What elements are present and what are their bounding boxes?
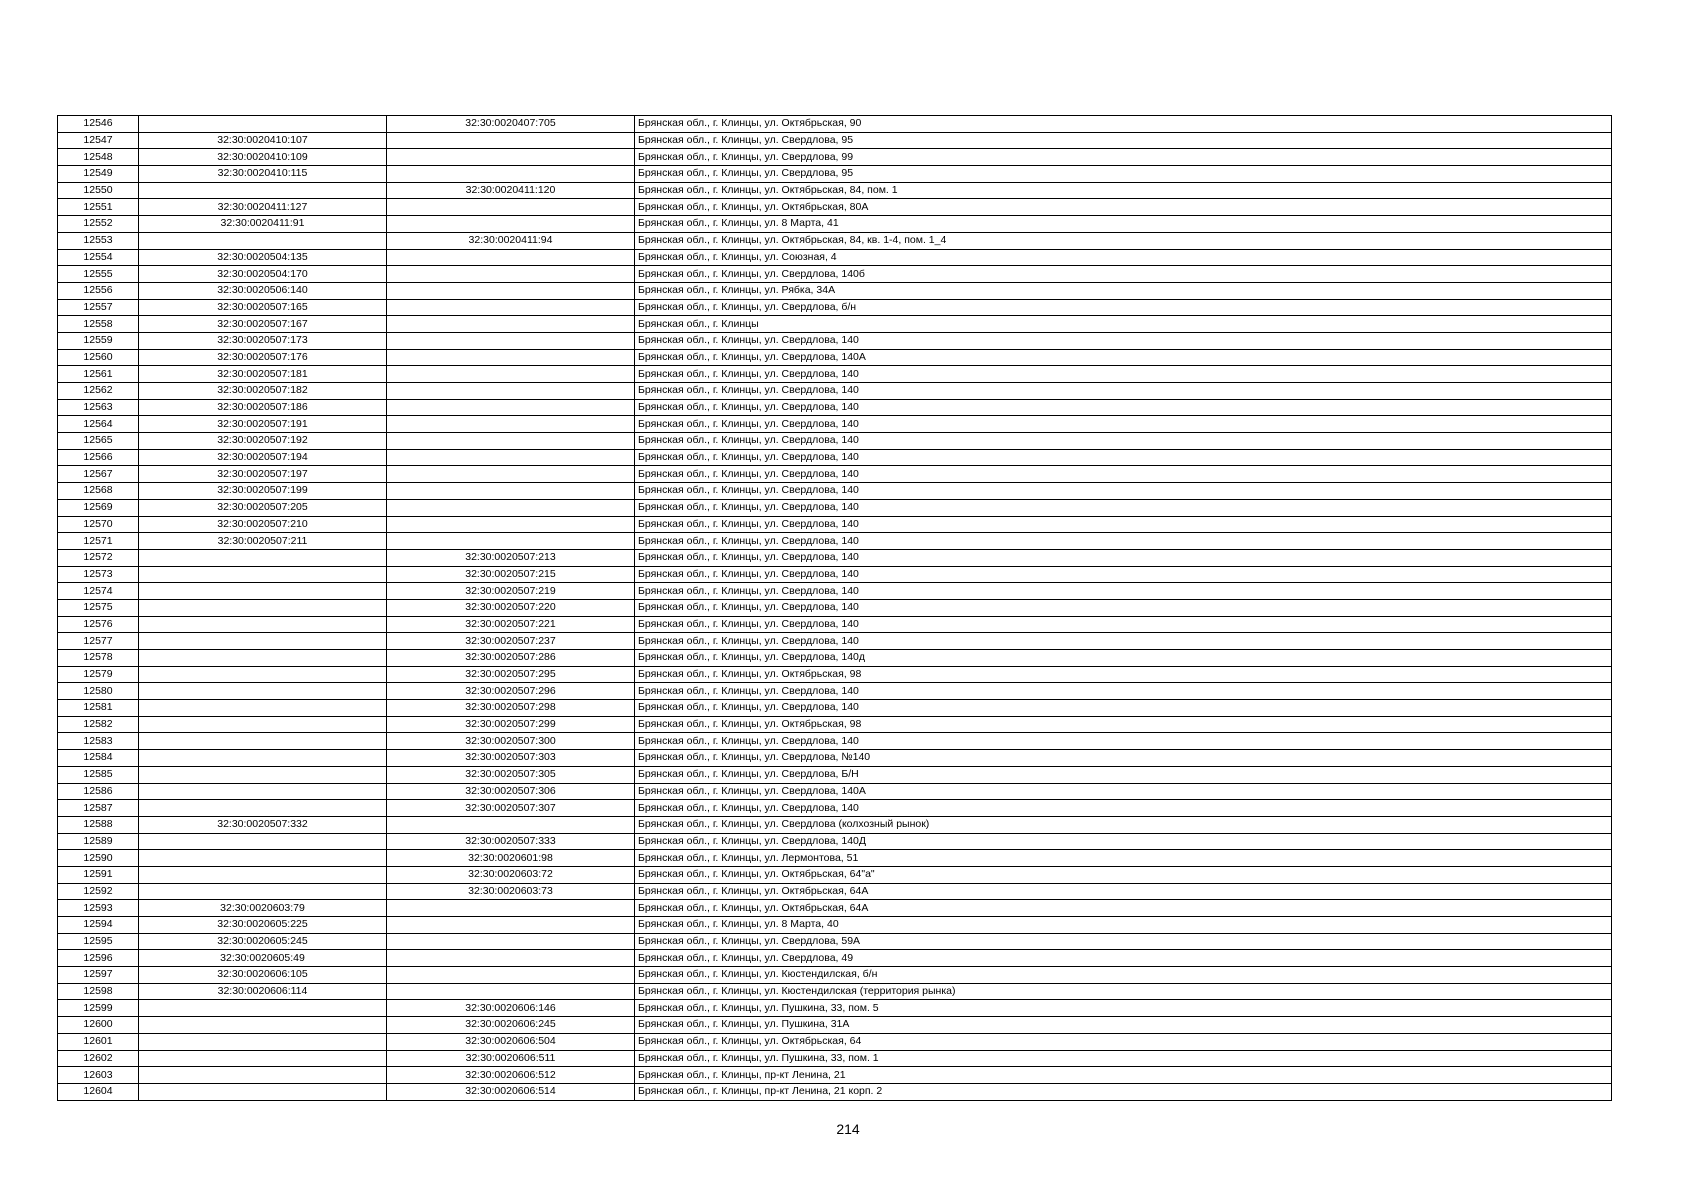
table-row (58, 850, 1612, 867)
table-row (58, 1050, 1612, 1067)
address-cell: Брянская обл., г. Клинцы, ул. Свердлова, 140 (635, 399, 1612, 416)
address-cell: Брянская обл., г. Клинцы, ул. Октябрьская, 84, пом. 1 (635, 182, 1612, 199)
address-cell: Брянская обл., г. Клинцы, ул. Свердлова, 140 (635, 332, 1612, 349)
building-cadastral-number-cell: 32:30:0020507:306 (387, 783, 635, 800)
table-row (58, 116, 1612, 133)
building-cadastral-number-cell: 32:30:0020507:219 (387, 583, 635, 600)
row-number-cell: 12594 (58, 917, 139, 934)
table-row (58, 566, 1612, 583)
land-cadastral-number-cell: 32:30:0020504:170 (139, 266, 387, 283)
row-number-cell: 12600 (58, 1017, 139, 1034)
building-cadastral-number-cell (387, 516, 635, 533)
row-number-cell: 12576 (58, 616, 139, 633)
land-cadastral-number-cell: 32:30:0020507:167 (139, 316, 387, 333)
row-number-cell: 12569 (58, 499, 139, 516)
building-cadastral-number-cell (387, 499, 635, 516)
land-cadastral-number-cell: 32:30:0020605:245 (139, 933, 387, 950)
address-cell: Брянская обл., г. Клинцы, ул. Свердлова, 140 (635, 499, 1612, 516)
table-row (58, 1000, 1612, 1017)
table-row (58, 366, 1612, 383)
table-row (58, 499, 1612, 516)
land-cadastral-number-cell: 32:30:0020507:205 (139, 499, 387, 516)
address-cell: Брянская обл., г. Клинцы, ул. 8 Марта, 41 (635, 216, 1612, 233)
land-cadastral-number-cell (139, 599, 387, 616)
land-cadastral-number-cell (139, 766, 387, 783)
address-cell: Брянская обл., г. Клинцы, ул. Свердлова, 140б (635, 266, 1612, 283)
land-cadastral-number-cell: 32:30:0020507:173 (139, 332, 387, 349)
table-row (58, 249, 1612, 266)
address-cell: Брянская обл., г. Клинцы, ул. Свердлова, 140д (635, 650, 1612, 667)
row-number-cell: 12566 (58, 449, 139, 466)
land-cadastral-number-cell: 32:30:0020507:199 (139, 483, 387, 500)
land-cadastral-number-cell (139, 232, 387, 249)
table-row (58, 800, 1612, 817)
address-cell: Брянская обл., г. Клинцы, ул. Октябрьская, 84, кв. 1-4, пом. 1_4 (635, 232, 1612, 249)
row-number-cell: 12592 (58, 883, 139, 900)
address-cell: Брянская обл., г. Клинцы, ул. Свердлова, 140 (635, 583, 1612, 600)
table-row (58, 766, 1612, 783)
building-cadastral-number-cell: 32:30:0020606:504 (387, 1033, 635, 1050)
address-cell: Брянская обл., г. Клинцы, ул. Свердлова, 140 (635, 616, 1612, 633)
building-cadastral-number-cell (387, 299, 635, 316)
land-cadastral-number-cell (139, 116, 387, 133)
land-cadastral-number-cell (139, 1017, 387, 1034)
table-row (58, 983, 1612, 1000)
table-row (58, 933, 1612, 950)
building-cadastral-number-cell: 32:30:0020507:305 (387, 766, 635, 783)
row-number-cell: 12574 (58, 583, 139, 600)
building-cadastral-number-cell (387, 332, 635, 349)
land-cadastral-number-cell: 32:30:0020507:194 (139, 449, 387, 466)
table-row (58, 716, 1612, 733)
building-cadastral-number-cell: 32:30:0020601:98 (387, 850, 635, 867)
land-cadastral-number-cell (139, 683, 387, 700)
land-cadastral-number-cell: 32:30:0020507:197 (139, 466, 387, 483)
building-cadastral-number-cell: 32:30:0020606:514 (387, 1083, 635, 1100)
building-cadastral-number-cell: 32:30:0020507:215 (387, 566, 635, 583)
table-row (58, 967, 1612, 984)
table-row (58, 349, 1612, 366)
table-row (58, 733, 1612, 750)
table-row (58, 1017, 1612, 1034)
building-cadastral-number-cell (387, 349, 635, 366)
table-row (58, 232, 1612, 249)
address-cell: Брянская обл., г. Клинцы (635, 316, 1612, 333)
row-number-cell: 12556 (58, 282, 139, 299)
building-cadastral-number-cell: 32:30:0020606:511 (387, 1050, 635, 1067)
row-number-cell: 12547 (58, 132, 139, 149)
row-number-cell: 12582 (58, 716, 139, 733)
building-cadastral-number-cell (387, 416, 635, 433)
row-number-cell: 12558 (58, 316, 139, 333)
row-number-cell: 12581 (58, 700, 139, 717)
address-cell: Брянская обл., г. Клинцы, ул. Союзная, 4 (635, 249, 1612, 266)
table-row (58, 633, 1612, 650)
land-cadastral-number-cell (139, 650, 387, 667)
address-cell: Брянская обл., г. Клинцы, ул. Свердлова, 140 (635, 566, 1612, 583)
building-cadastral-number-cell (387, 199, 635, 216)
land-cadastral-number-cell (139, 783, 387, 800)
row-number-cell: 12598 (58, 983, 139, 1000)
row-number-cell: 12554 (58, 249, 139, 266)
table-row (58, 917, 1612, 934)
land-cadastral-number-cell (139, 750, 387, 767)
row-number-cell: 12561 (58, 366, 139, 383)
land-cadastral-number-cell (139, 1083, 387, 1100)
table-row (58, 332, 1612, 349)
address-cell: Брянская обл., г. Клинцы, ул. Свердлова, 59А (635, 933, 1612, 950)
address-cell: Брянская обл., г. Клинцы, ул. Свердлова, 140А (635, 783, 1612, 800)
table-row (58, 383, 1612, 400)
address-cell: Брянская обл., г. Клинцы, ул. Рябка, 34А (635, 282, 1612, 299)
row-number-cell: 12553 (58, 232, 139, 249)
row-number-cell: 12586 (58, 783, 139, 800)
land-cadastral-number-cell (139, 833, 387, 850)
address-cell: Брянская обл., г. Клинцы, ул. Октябрьская, 98 (635, 666, 1612, 683)
land-cadastral-number-cell: 32:30:0020411:91 (139, 216, 387, 233)
building-cadastral-number-cell (387, 399, 635, 416)
address-cell: Брянская обл., г. Клинцы, ул. Пушкина, 31А (635, 1017, 1612, 1034)
row-number-cell: 12575 (58, 599, 139, 616)
row-number-cell: 12578 (58, 650, 139, 667)
table-row (58, 549, 1612, 566)
table-row (58, 316, 1612, 333)
address-cell: Брянская обл., г. Клинцы, ул. Свердлова, 140 (635, 683, 1612, 700)
row-number-cell: 12577 (58, 633, 139, 650)
land-cadastral-number-cell (139, 1050, 387, 1067)
table-row (58, 266, 1612, 283)
building-cadastral-number-cell: 32:30:0020411:120 (387, 182, 635, 199)
row-number-cell: 12555 (58, 266, 139, 283)
building-cadastral-number-cell: 32:30:0020507:298 (387, 700, 635, 717)
address-cell: Брянская обл., г. Клинцы, ул. Свердлова (колхозный рынок) (635, 816, 1612, 833)
table-row (58, 1033, 1612, 1050)
building-cadastral-number-cell (387, 449, 635, 466)
land-cadastral-number-cell: 32:30:0020507:186 (139, 399, 387, 416)
table-row (58, 466, 1612, 483)
address-cell: Брянская обл., г. Клинцы, ул. Свердлова, 140 (635, 800, 1612, 817)
row-number-cell: 12550 (58, 182, 139, 199)
land-cadastral-number-cell (139, 1000, 387, 1017)
address-cell: Брянская обл., г. Клинцы, ул. Свердлова, б/н (635, 299, 1612, 316)
building-cadastral-number-cell: 32:30:0020507:221 (387, 616, 635, 633)
address-cell: Брянская обл., г. Клинцы, ул. Свердлова, 95 (635, 132, 1612, 149)
building-cadastral-number-cell: 32:30:0020407:705 (387, 116, 635, 133)
land-cadastral-number-cell: 32:30:0020605:225 (139, 917, 387, 934)
table-row (58, 1083, 1612, 1100)
address-cell: Брянская обл., г. Клинцы, ул. Свердлова, 140А (635, 349, 1612, 366)
building-cadastral-number-cell (387, 383, 635, 400)
address-cell: Брянская обл., г. Клинцы, ул. Свердлова, 140 (635, 466, 1612, 483)
address-cell: Брянская обл., г. Клинцы, ул. Пушкина, 33, пом. 1 (635, 1050, 1612, 1067)
land-cadastral-number-cell (139, 883, 387, 900)
address-cell: Брянская обл., г. Клинцы, ул. Октябрьская, 64 (635, 1033, 1612, 1050)
building-cadastral-number-cell (387, 967, 635, 984)
table-row (58, 816, 1612, 833)
building-cadastral-number-cell: 32:30:0020507:237 (387, 633, 635, 650)
address-cell: Брянская обл., г. Клинцы, ул. Свердлова, 49 (635, 950, 1612, 967)
building-cadastral-number-cell (387, 466, 635, 483)
building-cadastral-number-cell (387, 950, 635, 967)
land-cadastral-number-cell (139, 633, 387, 650)
table-row (58, 900, 1612, 917)
building-cadastral-number-cell: 32:30:0020507:299 (387, 716, 635, 733)
table-row (58, 483, 1612, 500)
address-cell: Брянская обл., г. Клинцы, ул. Кюстендилская, б/н (635, 967, 1612, 984)
address-cell: Брянская обл., г. Клинцы, ул. Пушкина, 33, пом. 5 (635, 1000, 1612, 1017)
address-cell: Брянская обл., г. Клинцы, ул. 8 Марта, 40 (635, 917, 1612, 934)
address-cell: Брянская обл., г. Клинцы, ул. Октябрьская, 64"а" (635, 866, 1612, 883)
address-cell: Брянская обл., г. Клинцы, ул. Октябрьская, 64А (635, 900, 1612, 917)
row-number-cell: 12588 (58, 816, 139, 833)
row-number-cell: 12564 (58, 416, 139, 433)
row-number-cell: 12584 (58, 750, 139, 767)
table-row (58, 866, 1612, 883)
land-cadastral-number-cell: 32:30:0020507:211 (139, 533, 387, 550)
land-cadastral-number-cell: 32:30:0020507:191 (139, 416, 387, 433)
row-number-cell: 12583 (58, 733, 139, 750)
row-number-cell: 12589 (58, 833, 139, 850)
table-row (58, 399, 1612, 416)
row-number-cell: 12572 (58, 549, 139, 566)
table-row (58, 683, 1612, 700)
address-cell: Брянская обл., г. Клинцы, ул. Свердлова, 140 (635, 383, 1612, 400)
land-cadastral-number-cell (139, 182, 387, 199)
land-cadastral-number-cell (139, 566, 387, 583)
land-cadastral-number-cell: 32:30:0020606:105 (139, 967, 387, 984)
building-cadastral-number-cell: 32:30:0020507:295 (387, 666, 635, 683)
table-row (58, 583, 1612, 600)
building-cadastral-number-cell: 32:30:0020411:94 (387, 232, 635, 249)
address-cell: Брянская обл., г. Клинцы, ул. Свердлова, 140 (635, 549, 1612, 566)
table-row (58, 166, 1612, 183)
building-cadastral-number-cell: 32:30:0020507:333 (387, 833, 635, 850)
address-cell: Брянская обл., г. Клинцы, ул. Свердлова, 140 (635, 599, 1612, 616)
building-cadastral-number-cell: 32:30:0020603:73 (387, 883, 635, 900)
land-cadastral-number-cell: 32:30:0020507:210 (139, 516, 387, 533)
table-row (58, 1067, 1612, 1084)
building-cadastral-number-cell (387, 282, 635, 299)
table-row (58, 700, 1612, 717)
table-row (58, 616, 1612, 633)
building-cadastral-number-cell (387, 249, 635, 266)
building-cadastral-number-cell (387, 933, 635, 950)
table-row (58, 833, 1612, 850)
address-cell: Брянская обл., г. Клинцы, ул. Свердлова, 140 (635, 733, 1612, 750)
land-cadastral-number-cell: 32:30:0020603:79 (139, 900, 387, 917)
building-cadastral-number-cell (387, 533, 635, 550)
row-number-cell: 12587 (58, 800, 139, 817)
address-cell: Брянская обл., г. Клинцы, ул. Свердлова, 140 (635, 433, 1612, 450)
land-cadastral-number-cell (139, 850, 387, 867)
row-number-cell: 12562 (58, 383, 139, 400)
table-row (58, 182, 1612, 199)
row-number-cell: 12601 (58, 1033, 139, 1050)
building-cadastral-number-cell (387, 149, 635, 166)
land-cadastral-number-cell: 32:30:0020411:127 (139, 199, 387, 216)
address-cell: Брянская обл., г. Клинцы, ул. Свердлова, 140 (635, 483, 1612, 500)
address-cell: Брянская обл., г. Клинцы, ул. Лермонтова, 51 (635, 850, 1612, 867)
building-cadastral-number-cell: 32:30:0020507:307 (387, 800, 635, 817)
building-cadastral-number-cell: 32:30:0020507:220 (387, 599, 635, 616)
row-number-cell: 12591 (58, 866, 139, 883)
address-cell: Брянская обл., г. Клинцы, ул. Свердлова, 140 (635, 700, 1612, 717)
row-number-cell: 12590 (58, 850, 139, 867)
land-cadastral-number-cell (139, 1067, 387, 1084)
land-cadastral-number-cell: 32:30:0020506:140 (139, 282, 387, 299)
table-row (58, 449, 1612, 466)
address-cell: Брянская обл., г. Клинцы, ул. Октябрьская, 98 (635, 716, 1612, 733)
registry-table (57, 115, 1612, 1101)
building-cadastral-number-cell (387, 433, 635, 450)
building-cadastral-number-cell: 32:30:0020507:286 (387, 650, 635, 667)
row-number-cell: 12559 (58, 332, 139, 349)
building-cadastral-number-cell: 32:30:0020507:213 (387, 549, 635, 566)
table-row (58, 416, 1612, 433)
row-number-cell: 12560 (58, 349, 139, 366)
table-row (58, 599, 1612, 616)
row-number-cell: 12571 (58, 533, 139, 550)
land-cadastral-number-cell: 32:30:0020507:181 (139, 366, 387, 383)
land-cadastral-number-cell: 32:30:0020507:165 (139, 299, 387, 316)
table-row (58, 950, 1612, 967)
table-row (58, 666, 1612, 683)
land-cadastral-number-cell (139, 800, 387, 817)
address-cell: Брянская обл., г. Клинцы, ул. Свердлова, 140 (635, 366, 1612, 383)
row-number-cell: 12565 (58, 433, 139, 450)
table-row (58, 533, 1612, 550)
building-cadastral-number-cell: 32:30:0020507:300 (387, 733, 635, 750)
land-cadastral-number-cell: 32:30:0020507:332 (139, 816, 387, 833)
land-cadastral-number-cell (139, 700, 387, 717)
land-cadastral-number-cell (139, 716, 387, 733)
row-number-cell: 12557 (58, 299, 139, 316)
address-cell: Брянская обл., г. Клинцы, ул. Свердлова, №140 (635, 750, 1612, 767)
land-cadastral-number-cell: 32:30:0020504:135 (139, 249, 387, 266)
page-number: 214 (836, 1121, 860, 1137)
table-row (58, 299, 1612, 316)
land-cadastral-number-cell (139, 866, 387, 883)
address-cell: Брянская обл., г. Клинцы, ул. Свердлова, 140 (635, 416, 1612, 433)
row-number-cell: 12593 (58, 900, 139, 917)
building-cadastral-number-cell: 32:30:0020507:303 (387, 750, 635, 767)
row-number-cell: 12595 (58, 933, 139, 950)
building-cadastral-number-cell (387, 166, 635, 183)
row-number-cell: 12570 (58, 516, 139, 533)
address-cell: Брянская обл., г. Клинцы, ул. Октябрьская, 90 (635, 116, 1612, 133)
row-number-cell: 12599 (58, 1000, 139, 1017)
row-number-cell: 12597 (58, 967, 139, 984)
row-number-cell: 12551 (58, 199, 139, 216)
address-cell: Брянская обл., г. Клинцы, ул. Кюстендилская (территория рынка) (635, 983, 1612, 1000)
table-row (58, 132, 1612, 149)
row-number-cell: 12546 (58, 116, 139, 133)
land-cadastral-number-cell (139, 1033, 387, 1050)
address-cell: Брянская обл., г. Клинцы, ул. Свердлова, Б/Н (635, 766, 1612, 783)
land-cadastral-number-cell: 32:30:0020606:114 (139, 983, 387, 1000)
table-row (58, 216, 1612, 233)
row-number-cell: 12580 (58, 683, 139, 700)
row-number-cell: 12602 (58, 1050, 139, 1067)
address-cell: Брянская обл., г. Клинцы, ул. Свердлова, 95 (635, 166, 1612, 183)
table-row (58, 883, 1612, 900)
table-row (58, 650, 1612, 667)
table-row (58, 783, 1612, 800)
land-cadastral-number-cell: 32:30:0020605:49 (139, 950, 387, 967)
row-number-cell: 12573 (58, 566, 139, 583)
table-row (58, 516, 1612, 533)
address-cell: Брянская обл., г. Клинцы, ул. Свердлова, 99 (635, 149, 1612, 166)
land-cadastral-number-cell: 32:30:0020507:192 (139, 433, 387, 450)
land-cadastral-number-cell (139, 583, 387, 600)
table-row (58, 750, 1612, 767)
building-cadastral-number-cell: 32:30:0020606:512 (387, 1067, 635, 1084)
address-cell: Брянская обл., г. Клинцы, ул. Октябрьская, 80А (635, 199, 1612, 216)
land-cadastral-number-cell (139, 733, 387, 750)
address-cell: Брянская обл., г. Клинцы, ул. Свердлова, 140 (635, 633, 1612, 650)
building-cadastral-number-cell (387, 216, 635, 233)
building-cadastral-number-cell (387, 132, 635, 149)
building-cadastral-number-cell (387, 366, 635, 383)
building-cadastral-number-cell (387, 483, 635, 500)
table-row (58, 282, 1612, 299)
address-cell: Брянская обл., г. Клинцы, ул. Октябрьская, 64А (635, 883, 1612, 900)
building-cadastral-number-cell: 32:30:0020606:146 (387, 1000, 635, 1017)
building-cadastral-number-cell: 32:30:0020603:72 (387, 866, 635, 883)
row-number-cell: 12563 (58, 399, 139, 416)
row-number-cell: 12596 (58, 950, 139, 967)
table-row (58, 433, 1612, 450)
table-row (58, 149, 1612, 166)
address-cell: Брянская обл., г. Клинцы, пр-кт Ленина, 21 (635, 1067, 1612, 1084)
building-cadastral-number-cell: 32:30:0020606:245 (387, 1017, 635, 1034)
land-cadastral-number-cell: 32:30:0020410:115 (139, 166, 387, 183)
land-cadastral-number-cell: 32:30:0020507:176 (139, 349, 387, 366)
land-cadastral-number-cell (139, 549, 387, 566)
building-cadastral-number-cell (387, 816, 635, 833)
address-cell: Брянская обл., г. Клинцы, пр-кт Ленина, 21 корп. 2 (635, 1083, 1612, 1100)
land-cadastral-number-cell: 32:30:0020507:182 (139, 383, 387, 400)
row-number-cell: 12548 (58, 149, 139, 166)
row-number-cell: 12568 (58, 483, 139, 500)
building-cadastral-number-cell (387, 983, 635, 1000)
land-cadastral-number-cell: 32:30:0020410:107 (139, 132, 387, 149)
address-cell: Брянская обл., г. Клинцы, ул. Свердлова, 140 (635, 449, 1612, 466)
row-number-cell: 12579 (58, 666, 139, 683)
building-cadastral-number-cell (387, 316, 635, 333)
address-cell: Брянская обл., г. Клинцы, ул. Свердлова, 140 (635, 516, 1612, 533)
row-number-cell: 12603 (58, 1067, 139, 1084)
address-cell: Брянская обл., г. Клинцы, ул. Свердлова, 140 (635, 533, 1612, 550)
row-number-cell: 12567 (58, 466, 139, 483)
row-number-cell: 12549 (58, 166, 139, 183)
land-cadastral-number-cell (139, 666, 387, 683)
row-number-cell: 12585 (58, 766, 139, 783)
land-cadastral-number-cell: 32:30:0020410:109 (139, 149, 387, 166)
registry-table-body (58, 116, 1612, 1101)
building-cadastral-number-cell: 32:30:0020507:296 (387, 683, 635, 700)
land-cadastral-number-cell (139, 616, 387, 633)
address-cell: Брянская обл., г. Клинцы, ул. Свердлова, 140Д (635, 833, 1612, 850)
building-cadastral-number-cell (387, 266, 635, 283)
row-number-cell: 12552 (58, 216, 139, 233)
building-cadastral-number-cell (387, 900, 635, 917)
row-number-cell: 12604 (58, 1083, 139, 1100)
building-cadastral-number-cell (387, 917, 635, 934)
table-row (58, 199, 1612, 216)
